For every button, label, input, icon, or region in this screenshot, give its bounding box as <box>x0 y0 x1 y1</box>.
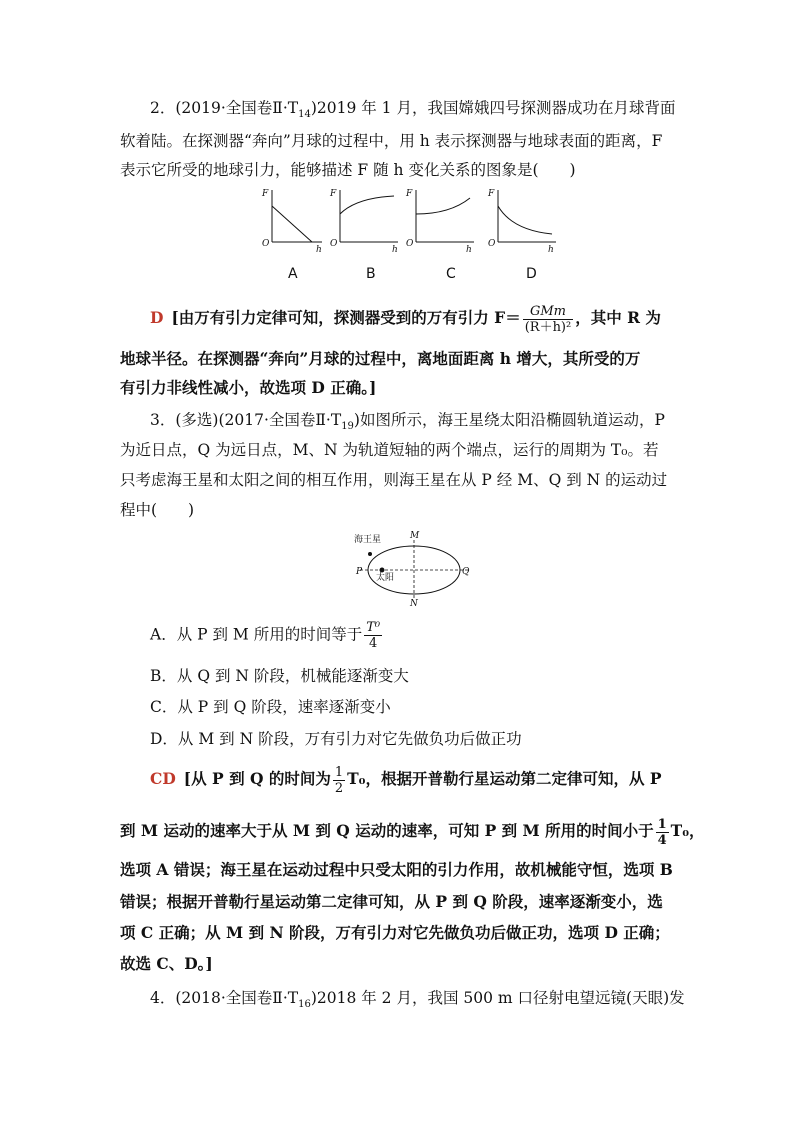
q2-line-3: 表示它所受的地球引力，能够描述 F 随 h 变化关系的图象是( ) <box>120 161 576 179</box>
graph-c-axis-f: F <box>406 189 413 199</box>
q2-answer: D <box>150 308 164 327</box>
option-a: A．从 P 到 M 所用的时间等于 $\frac{\text{T⁰}}{4}$ <box>150 620 381 651</box>
q2-explanation-1: D [由万有引力定律可知，探测器受到的万有引力 F＝ $\frac{\text{GMm}}{\text{(R＋h)²}}$ ，其中 R 为 <box>150 303 661 335</box>
q3-explanation-5: 项 C 正确；从 M 到 N 阶段，万有引力对它先做负功后做正功，选项 D 正确； <box>120 923 670 942</box>
q3-explanation-1: CD [从 P 到 Q 的时间为 $\frac{1}{2}$ T₀，根据开普勒行星运动第二定律可知，从 P <box>150 764 662 796</box>
planet-label: 海王星 <box>354 535 382 545</box>
graph-label-a: A <box>288 266 298 282</box>
option-d: D．从 M 到 N 阶段，万有引力对它先做负功后做正功 <box>150 730 522 748</box>
graph-c-axis-o: O <box>406 239 414 249</box>
q2-explanation-2: 地球半径。在探测器“奔向”月球的过程中，离地面距离 h 增大，其所受的万 <box>120 349 641 368</box>
graph-b-axis-o: O <box>330 239 338 249</box>
sun-dot <box>380 568 385 573</box>
q3-answer: CD <box>150 769 176 788</box>
graph-a-curve <box>272 206 312 242</box>
point-n: N <box>410 599 418 606</box>
q3-explanation-6: 故选 C、D。] <box>120 954 213 973</box>
graph-d-axis-o: O <box>488 239 496 249</box>
graph-b-curve <box>340 196 394 214</box>
orbit-diagram <box>348 530 478 606</box>
graph-label-d: D <box>526 266 537 282</box>
q2-line-1: 2．(2019·全国卷$Ⅱ\cdot T_{14})2019$ 年 1 月，我国嫦娥四号探测器成功在月球背面 <box>150 99 676 121</box>
q3-line-2: 为近日点，Q 为远日点，M、N 为轨道短轴的两个端点，运行的周期为 T₀。若 <box>120 441 659 459</box>
graph-a-axis-h: h <box>316 245 322 255</box>
graph-d-curve <box>498 206 552 234</box>
planet-dot <box>368 552 372 556</box>
graph-b-axis-h: h <box>392 245 398 255</box>
point-m: M <box>410 531 420 541</box>
q3-line-1: 3．(多选)(2017·全国卷$Ⅱ\cdot T_{19}$)如图所示，海王星绕太阳沿椭圆轨道运动，P <box>150 411 665 433</box>
graph-c-axis-h: h <box>466 245 472 255</box>
sun-label: 太阳 <box>376 573 395 583</box>
graph-d-axis-h: h <box>548 245 554 255</box>
q4-line-1: 4．(2018·全国卷$Ⅱ\cdot T_{16})2018$ 年 2 月，我国 500 m 口径射电望远镜(天眼)发 <box>150 989 685 1011</box>
q2-explanation-3: 有引力非线性减小，故选项 D 正确。] <box>120 378 377 397</box>
graph-a-axis-o: O <box>262 239 270 249</box>
q3-explanation-2: 到 M 运动的速率大于从 M 到 Q 运动的速率，可知 P 到 M 所用的时间小于 $\frac{1}{4}$ T₀， <box>120 816 705 848</box>
q2-graphs <box>260 186 560 286</box>
gravity-fraction: $\frac{\text{GMm}}{\text{(R＋h)²}}$ <box>524 303 572 335</box>
point-p: P <box>356 567 363 577</box>
graph-c-curve <box>416 198 470 214</box>
option-c: C．从 P 到 Q 阶段，速率逐渐变小 <box>150 698 391 716</box>
q2-graph-svg <box>260 186 560 256</box>
q3-line-3: 只考虑海王星和太阳之间的相互作用，则海王星在从 P 经 M、Q 到 N 的运动过 <box>120 471 668 489</box>
graph-label-b: B <box>366 266 376 282</box>
graph-a-axis-f: F <box>262 189 269 199</box>
graph-label-c: C <box>446 266 456 282</box>
q3-explanation-3: 选项 A 错误；海王星在运动过程中只受太阳的引力作用，故机械能守恒，选项 B <box>120 860 673 879</box>
graph-b-axis-f: F <box>330 189 337 199</box>
option-b: B．从 Q 到 N 阶段，机械能逐渐变大 <box>150 667 409 685</box>
point-q: Q <box>462 567 470 577</box>
graph-d-axis-f: F <box>488 189 495 199</box>
q3-explanation-4: 错误；根据开普勒行星运动第二定律可知，从 P 到 Q 阶段，速率逐渐变小，选 <box>120 892 663 911</box>
q2-line-2: 软着陆。在探测器“奔向”月球的过程中，用 h 表示探测器与地球表面的距离，F <box>120 132 663 150</box>
q3-line-4: 程中( ) <box>120 501 195 519</box>
